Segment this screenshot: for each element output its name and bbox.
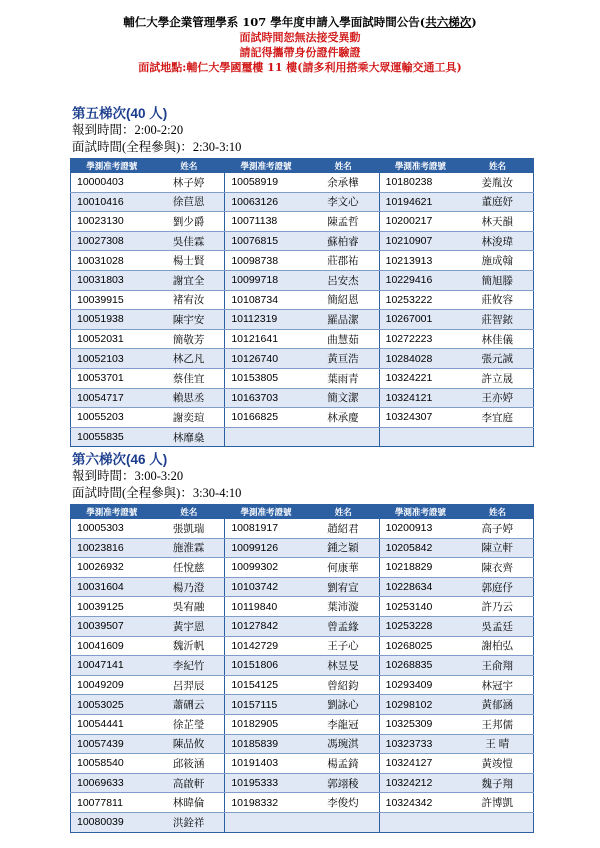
col-header-id: 學測准考證號 [379, 505, 461, 519]
batch-title: 第五梯次(40 人) [72, 106, 168, 121]
table-row [71, 616, 534, 636]
student-name: 吳佳霖 [153, 231, 225, 251]
student-name: 楊乃澄 [153, 577, 225, 597]
student-name: 賴思丞 [153, 388, 225, 408]
student-name: 施淮霖 [153, 538, 225, 558]
exam-number: 10324221 [379, 368, 461, 388]
exam-number: 10099126 [225, 538, 307, 558]
exam-number: 10052103 [71, 349, 153, 369]
exam-number: 10058919 [225, 173, 307, 193]
student-name: 吳宥融 [153, 597, 225, 617]
table-row [71, 310, 534, 330]
student-name: 蕭硎云 [153, 695, 225, 715]
table-row [71, 773, 534, 793]
exam-number: 10121641 [225, 329, 307, 349]
student-name: 徐苣恩 [153, 192, 225, 212]
student-name: 簡旭滕 [462, 270, 534, 290]
notice-no-change: 面試時間恕無法接受異動 [239, 31, 361, 44]
student-name: 何康華 [307, 558, 379, 578]
col-header-name: 姓名 [462, 159, 534, 173]
student-name: 陳宇安 [153, 310, 225, 330]
exam-number: 10127842 [225, 616, 307, 636]
exam-number: 10023130 [71, 212, 153, 232]
exam-number: 10052031 [71, 329, 153, 349]
table-row [71, 656, 534, 676]
student-name: 魏子翔 [462, 773, 534, 793]
student-name: 呂羿辰 [153, 675, 225, 695]
exam-number: 10185839 [225, 734, 307, 754]
student-name: 劉宥宣 [307, 577, 379, 597]
exam-number: 10119840 [225, 597, 307, 617]
exam-number: 10200217 [379, 212, 461, 232]
batch-five-section [72, 106, 532, 447]
exam-number: 10054717 [71, 388, 153, 408]
exam-number: 10151806 [225, 656, 307, 676]
student-name: 許博凱 [462, 793, 534, 813]
exam-number: 10041609 [71, 636, 153, 656]
exam-number: 10057439 [71, 734, 153, 754]
exam-number: 10053025 [71, 695, 153, 715]
exam-number: 10051938 [71, 310, 153, 330]
table-row [71, 519, 534, 539]
student-name: 李文心 [307, 192, 379, 212]
student-name: 曲慧茹 [307, 329, 379, 349]
exam-number: 10194621 [379, 192, 461, 212]
exam-number [379, 812, 461, 832]
exam-number: 10080039 [71, 812, 153, 832]
student-name: 姜胤汝 [462, 173, 534, 193]
exam-number: 10031028 [71, 251, 153, 271]
exam-number: 10200913 [379, 519, 461, 539]
exam-number: 10108734 [225, 290, 307, 310]
exam-number: 10284028 [379, 349, 461, 369]
student-name: 馮琬淇 [307, 734, 379, 754]
table-row [71, 368, 534, 388]
student-name: 郭庭伃 [462, 577, 534, 597]
exam-number: 10324307 [379, 408, 461, 428]
exam-number: 10039125 [71, 597, 153, 617]
student-name [307, 427, 379, 447]
student-name: 曾孟緣 [307, 616, 379, 636]
table-row [71, 734, 534, 754]
student-name: 鍾之穎 [307, 538, 379, 558]
table-row [71, 231, 534, 251]
student-name: 簡紹恩 [307, 290, 379, 310]
student-name: 林浚瑋 [462, 231, 534, 251]
table-row [71, 388, 534, 408]
student-name: 許乃云 [462, 597, 534, 617]
student-name: 王 晴 [462, 734, 534, 754]
student-name: 林佳儀 [462, 329, 534, 349]
table-row [71, 251, 534, 271]
student-name: 蔡佳宜 [153, 368, 225, 388]
student-name: 高啟軒 [153, 773, 225, 793]
exam-number: 10268025 [379, 636, 461, 656]
student-name: 徐芷瑩 [153, 714, 225, 734]
exam-number: 10099302 [225, 558, 307, 578]
student-name: 吳孟廷 [462, 616, 534, 636]
exam-number: 10253222 [379, 290, 461, 310]
exam-number: 10031803 [71, 270, 153, 290]
student-name: 劉少爵 [153, 212, 225, 232]
title-end: ) [471, 15, 477, 29]
student-name: 任悅慈 [153, 558, 225, 578]
exam-number: 10272223 [379, 329, 461, 349]
student-name: 許立晟 [462, 368, 534, 388]
exam-number: 10077811 [71, 793, 153, 813]
exam-number: 10063126 [225, 192, 307, 212]
exam-number: 10023816 [71, 538, 153, 558]
exam-number: 10325309 [379, 714, 461, 734]
exam-number: 10323733 [379, 734, 461, 754]
exam-number: 10081917 [225, 519, 307, 539]
student-name: 蘇柏睿 [307, 231, 379, 251]
exam-number: 10298102 [379, 695, 461, 715]
col-header-id: 學測准考證號 [225, 159, 307, 173]
student-name: 簡文潔 [307, 388, 379, 408]
exam-number: 10039507 [71, 616, 153, 636]
exam-number: 10010416 [71, 192, 153, 212]
student-name: 林冠宇 [462, 675, 534, 695]
exam-number: 10191403 [225, 754, 307, 774]
student-name: 魏沂帆 [153, 636, 225, 656]
student-name: 林乙凡 [153, 349, 225, 369]
announcement-title [0, 14, 600, 30]
student-name: 林暐倫 [153, 793, 225, 813]
student-name: 楊孟錡 [307, 754, 379, 774]
student-name: 林天韻 [462, 212, 534, 232]
student-name: 陳品攸 [153, 734, 225, 754]
exam-number: 10213913 [379, 251, 461, 271]
student-name: 葉雨青 [307, 368, 379, 388]
student-name: 謝柏弘 [462, 636, 534, 656]
exam-number: 10324127 [379, 754, 461, 774]
exam-number: 10055203 [71, 408, 153, 428]
batch-six-table [70, 504, 534, 833]
student-name: 趙紹君 [307, 519, 379, 539]
exam-number: 10047141 [71, 656, 153, 676]
student-name: 莊攸容 [462, 290, 534, 310]
student-name: 陳孟哲 [307, 212, 379, 232]
exam-number: 10163703 [225, 388, 307, 408]
exam-number: 10268835 [379, 656, 461, 676]
notice-location: 面試地點:輔仁大學國璽樓 11 樓(請多利用搭乘大眾運輸交通工具) [138, 61, 462, 74]
student-name: 王俞翔 [462, 656, 534, 676]
table-row [71, 812, 534, 832]
table-row [71, 695, 534, 715]
student-name: 陳衣齊 [462, 558, 534, 578]
student-name: 褚宥汝 [153, 290, 225, 310]
exam-number: 10267001 [379, 310, 461, 330]
student-name: 劉詠心 [307, 695, 379, 715]
exam-number: 10154125 [225, 675, 307, 695]
exam-number: 10103742 [225, 577, 307, 597]
table-row [71, 538, 534, 558]
table-row [71, 173, 534, 193]
student-name: 董庭妤 [462, 192, 534, 212]
checkin-time: 報到時間：2:00-2:20 [72, 123, 184, 137]
batch-title: 第六梯次(46 人) [72, 452, 168, 467]
student-name: 王子心 [307, 636, 379, 656]
table-row [71, 427, 534, 447]
exam-number: 10069633 [71, 773, 153, 793]
table-row [71, 290, 534, 310]
col-header-name: 姓名 [153, 159, 225, 173]
col-header-id: 學測准考證號 [379, 159, 461, 173]
student-name: 黃竣愷 [462, 754, 534, 774]
student-name: 林昱旻 [307, 656, 379, 676]
batch-six-section [72, 452, 532, 833]
exam-number: 10166825 [225, 408, 307, 428]
table-row [71, 597, 534, 617]
exam-number: 10005303 [71, 519, 153, 539]
exam-number: 10195333 [225, 773, 307, 793]
table-row [71, 192, 534, 212]
student-name: 余承樺 [307, 173, 379, 193]
student-name: 施成翰 [462, 251, 534, 271]
student-name: 張凱瑞 [153, 519, 225, 539]
exam-number: 10324342 [379, 793, 461, 813]
exam-number: 10039915 [71, 290, 153, 310]
col-header-name: 姓名 [462, 505, 534, 519]
table-row [71, 636, 534, 656]
student-name: 黃宇恩 [153, 616, 225, 636]
col-header-name: 姓名 [307, 505, 379, 519]
exam-number: 10324121 [379, 388, 461, 408]
exam-number: 10099718 [225, 270, 307, 290]
student-name: 洪銓祥 [153, 812, 225, 832]
exam-number: 10293409 [379, 675, 461, 695]
table-row [71, 349, 534, 369]
student-name: 邱筱涵 [153, 754, 225, 774]
exam-number: 10112319 [225, 310, 307, 330]
exam-number: 10182905 [225, 714, 307, 734]
student-name: 王亦婷 [462, 388, 534, 408]
exam-number: 10180238 [379, 173, 461, 193]
table-row [71, 270, 534, 290]
col-header-id: 學測准考證號 [225, 505, 307, 519]
student-name: 黃亘浩 [307, 349, 379, 369]
title-text: 輔仁大學企業管理學系 107 學年度申請入學面試時間公告( [123, 15, 426, 29]
exam-number: 10157115 [225, 695, 307, 715]
student-name: 林子婷 [153, 173, 225, 193]
student-name: 李俊灼 [307, 793, 379, 813]
table-row [71, 329, 534, 349]
exam-number [225, 812, 307, 832]
exam-number: 10058540 [71, 754, 153, 774]
checkin-time: 報到時間：3:00-3:20 [72, 469, 184, 483]
exam-number: 10153805 [225, 368, 307, 388]
student-name: 莊郡祐 [307, 251, 379, 271]
table-header-row [71, 159, 534, 173]
exam-number: 10027308 [71, 231, 153, 251]
student-name [462, 427, 534, 447]
student-name: 郭翊稜 [307, 773, 379, 793]
exam-number: 10098738 [225, 251, 307, 271]
student-name: 謝宜全 [153, 270, 225, 290]
interview-time: 面試時間(全程參與)：3:30-4:10 [72, 486, 242, 500]
student-name: 張元誠 [462, 349, 534, 369]
exam-number: 10026932 [71, 558, 153, 578]
exam-number: 10049209 [71, 675, 153, 695]
exam-number [225, 427, 307, 447]
student-name: 羅品潔 [307, 310, 379, 330]
exam-number: 10205842 [379, 538, 461, 558]
student-name: 葉沛漩 [307, 597, 379, 617]
col-header-name: 姓名 [153, 505, 225, 519]
exam-number: 10324212 [379, 773, 461, 793]
table-row [71, 558, 534, 578]
exam-number: 10210907 [379, 231, 461, 251]
table-row [71, 675, 534, 695]
exam-number: 10126740 [225, 349, 307, 369]
student-name: 陳立軒 [462, 538, 534, 558]
exam-number: 10053701 [71, 368, 153, 388]
col-header-id: 學測准考證號 [71, 505, 153, 519]
exam-number [379, 427, 461, 447]
student-name: 簡敬芳 [153, 329, 225, 349]
student-name: 林靡燊 [153, 427, 225, 447]
student-name: 李宜庭 [462, 408, 534, 428]
exam-number: 10198332 [225, 793, 307, 813]
table-header-row [71, 505, 534, 519]
table-row [71, 793, 534, 813]
exam-number: 10228634 [379, 577, 461, 597]
col-header-id: 學測准考證號 [71, 159, 153, 173]
table-row [71, 754, 534, 774]
exam-number: 10031604 [71, 577, 153, 597]
student-name: 黃郁涵 [462, 695, 534, 715]
exam-number: 10071138 [225, 212, 307, 232]
exam-number: 10054441 [71, 714, 153, 734]
student-name: 莊智銥 [462, 310, 534, 330]
table-row [71, 714, 534, 734]
col-header-name: 姓名 [307, 159, 379, 173]
student-name: 李紀竹 [153, 656, 225, 676]
student-name: 楊士賢 [153, 251, 225, 271]
notice-bring-id: 請記得攜帶身份證件驗證 [239, 46, 361, 59]
exam-number: 10229416 [379, 270, 461, 290]
table-row [71, 577, 534, 597]
student-name: 李龍冠 [307, 714, 379, 734]
title-emphasis: 共六梯次 [425, 15, 472, 29]
student-name: 王邦儒 [462, 714, 534, 734]
interview-time: 面試時間(全程參與)：2:30-3:10 [72, 140, 242, 154]
student-name [307, 812, 379, 832]
exam-number: 10142729 [225, 636, 307, 656]
student-name: 高子婷 [462, 519, 534, 539]
exam-number: 10218829 [379, 558, 461, 578]
exam-number: 10253140 [379, 597, 461, 617]
exam-number: 10000403 [71, 173, 153, 193]
student-name: 謝奕瑄 [153, 408, 225, 428]
page-header [0, 14, 600, 75]
table-row [71, 408, 534, 428]
exam-number: 10055835 [71, 427, 153, 447]
table-row [71, 212, 534, 232]
student-name [462, 812, 534, 832]
student-name: 呂安杰 [307, 270, 379, 290]
exam-number: 10253228 [379, 616, 461, 636]
exam-number: 10076815 [225, 231, 307, 251]
batch-five-table [70, 158, 534, 447]
student-name: 曾紹鈞 [307, 675, 379, 695]
student-name: 林承慶 [307, 408, 379, 428]
